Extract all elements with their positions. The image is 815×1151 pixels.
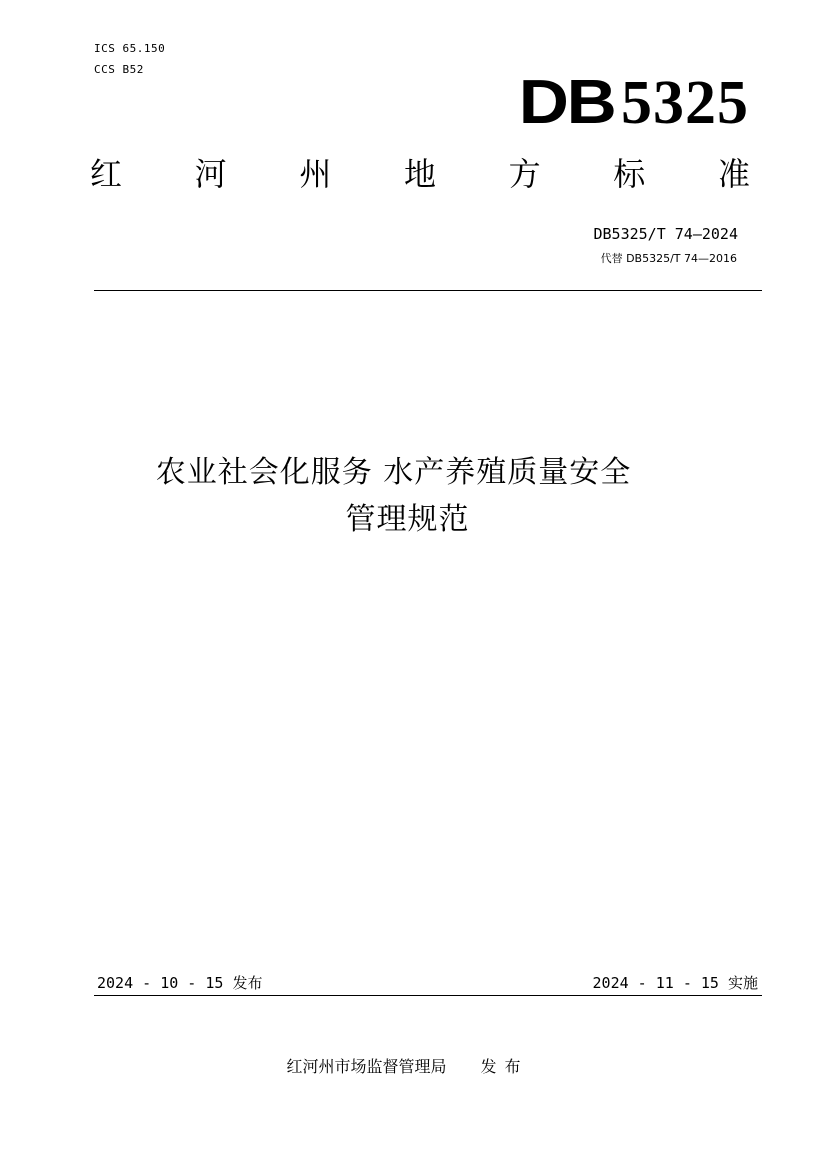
header-divider xyxy=(94,290,762,291)
ccs-code: CCS B52 xyxy=(94,63,144,76)
db-logo xyxy=(519,68,749,137)
standard-type-char: 标 xyxy=(613,155,646,193)
standard-type-char: 州 xyxy=(299,155,332,193)
footer-divider xyxy=(94,995,762,996)
db-prefix: DB xyxy=(519,68,615,137)
standard-type-char: 准 xyxy=(717,155,750,193)
issue-date: 2024 - 10 - 15 发布 xyxy=(97,974,263,992)
standard-type-char: 红 xyxy=(90,155,123,193)
standard-type-char: 方 xyxy=(508,155,541,193)
implementation-date: 2024 - 11 - 15 实施 xyxy=(592,974,758,992)
document-title-line-2: 管理规范 xyxy=(345,502,470,537)
db-number: 5325 xyxy=(621,69,749,137)
ics-code: ICS 65.150 xyxy=(94,42,166,55)
standard-type xyxy=(90,157,750,192)
replaces-standard: 代替 DB5325/T 74—2016 xyxy=(600,252,737,265)
publisher-action: 发布 xyxy=(480,1057,529,1076)
standard-type-char: 河 xyxy=(194,155,227,193)
publisher xyxy=(0,1054,815,1077)
document-title-line-1: 农业社会化服务 水产养殖质量安全 xyxy=(155,455,632,490)
publisher-name: 红河州市场监督管理局 xyxy=(286,1057,447,1076)
standard-number: DB5325/T 74—2024 xyxy=(593,225,738,243)
standard-type-char: 地 xyxy=(403,155,436,193)
